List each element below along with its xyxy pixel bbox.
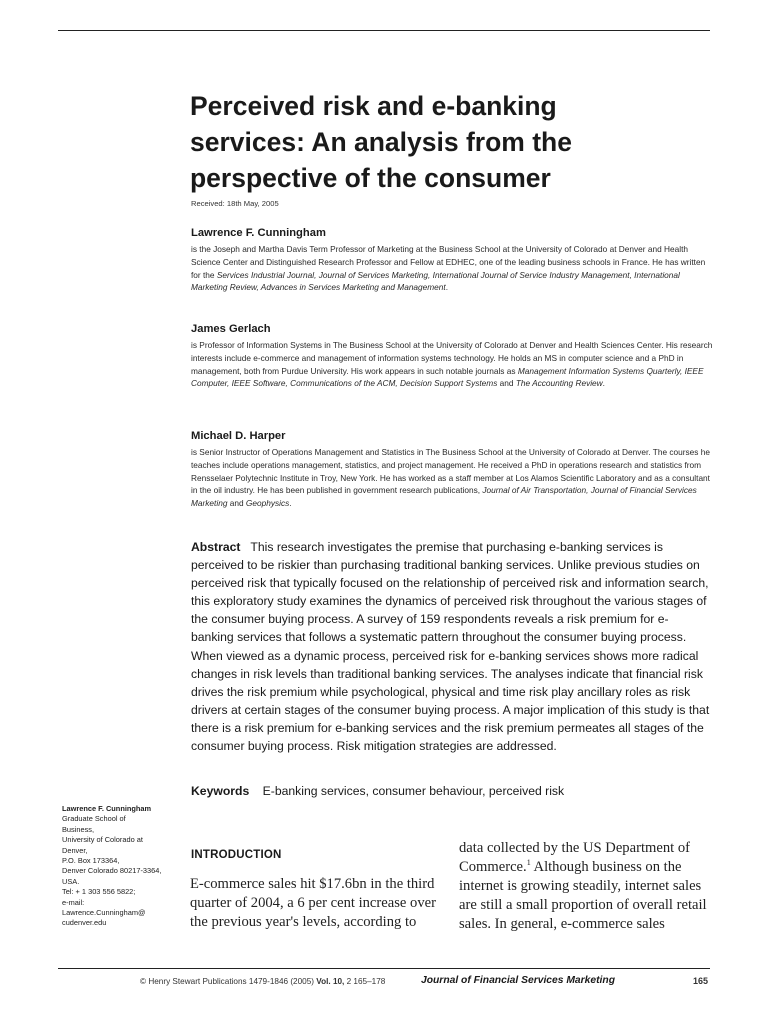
address-name: Lawrence F. Cunningham (62, 804, 152, 813)
abstract-label: Abstract (191, 540, 241, 554)
address-line: University of Colorado at (62, 835, 143, 845)
page-footer (0, 976, 768, 990)
bottom-rule (58, 968, 710, 969)
address-line: e-mail: (62, 897, 85, 907)
section-heading-introduction: INTRODUCTION (191, 849, 282, 861)
address-line: Denver Colorado 80217-3364, (62, 866, 162, 876)
abstract (191, 538, 711, 755)
author-name: Lawrence F. Cunningham (191, 227, 326, 239)
address-line: USA. (62, 876, 80, 886)
author-block-cunningham (191, 227, 713, 294)
address-line: Business, (62, 824, 95, 834)
footnote-ref[interactable]: 1 (526, 858, 531, 868)
author-bio: is Senior Instructor of Operations Management and Statistics in The Business School at the University of Colorado at Denver. The courses he teaches include operations management, statistics, and project management. He received a PhD in operations research and statistics from Rensselaer Polytechnic Institute in Troy, New York. He has worked as a staff member at Los Alamos Scientific Laboratory and as a consultant in the oil industry. He has been published in government research publications, Journal of Air Transportation, Journal of Financial Services Marketing and Geophysics. (191, 447, 710, 509)
footer-journal-name: Journal of Financial Services Marketing (421, 975, 615, 986)
keywords-label: Keywords (191, 784, 250, 798)
page-number: 165 (693, 976, 709, 986)
address-line: cudenver.edu (62, 918, 107, 928)
author-bio: is the Joseph and Martha Davis Term Professor of Marketing at the Business School at the University of Colorado at Denver and Health Science Center and Distinguished Research Professor and Fellow at EDHEC, one of the leading business schools in France. He has written for the Services Industrial Journal, Journal of Services Marketing, International Journal of Service Industry Management, International Marketing Review, Advances in Services Marketing and Management. (191, 244, 706, 293)
keywords-text: E-banking services, consumer behaviour, perceived risk (262, 784, 565, 798)
top-rule (58, 30, 710, 31)
address-line: P.O. Box 173364, (62, 856, 120, 866)
intro-column-1: E-commerce sales hit $17.6bn in the third quarter of 2004, a 6 per cent increase over the previous year's levels, according to (190, 876, 436, 930)
address-line: Tel: + 1 303 556 5822; (62, 887, 136, 897)
intro-column-2: data collected by the US Department of Commerce.$^1$ Although business on the internet is growing steadily, internet sales are still a small proportion of overall retail sales. In general, e-commerce sales (459, 840, 707, 932)
author-name: James Gerlach (191, 323, 271, 335)
article-title: Perceived risk and e-banking services: An analysis from the perspective of the consumer (190, 91, 572, 193)
address-line: Lawrence.Cunningham@ (62, 908, 146, 918)
keywords (191, 784, 564, 798)
copyright-symbol: © (140, 977, 147, 986)
address-line: Denver, (62, 845, 88, 855)
author-block-harper (191, 430, 713, 510)
abstract-text: This research investigates the premise that purchasing e-banking services is perceived to be riskier than purchasing traditional banking services. Unlike previous studies on perceived risk that typically focused on the relationship of perceived risk and information search, this exploratory study examines the dynamics of perceived risk throughout the various stages of the consumer buying process. A survey of 159 respondents reveals a risk premium for e-banking services that follows a systematic pattern throughout the consumer buying process. When viewed as a dynamic process, perceived risk for e-banking services shows more radical changes in risk levels than traditional banking services. The analyses indicate that financial risk drives the risk premium while psychological, physical and time risk play ancillary roles as risk drivers at certain stages of the consumer buying process. A major implication of this study is that there is a risk premium for e-banking services and the risk premium permeates all stages of the consumer buying process. Risk mitigation strategies are addressed. (191, 540, 710, 754)
author-name: Michael D. Harper (191, 430, 286, 442)
correspondence-address (62, 804, 172, 929)
address-line: Graduate School of (62, 814, 126, 824)
footer-copyright: © Henry Stewart Publications 1479-1846 (2005) Vol. 10, 2 165–178 (140, 977, 386, 986)
author-bio: is Professor of Information Systems in The Business School at the University of Colorado at Denver and Health Sciences Center. His research interests include e-commerce and management of information systems technology. He holds an MS in computer science and a PhD in management, both from Purdue University. His work appears in such notable journals as Management Information Systems Quarterly, IEEE Computer, IEEE Software, Communications of the ACM, Decision Support Systems and The Accounting Review. (191, 340, 713, 389)
received-date: Received: 18th May, 2005 (191, 199, 279, 208)
author-block-gerlach (191, 323, 713, 390)
